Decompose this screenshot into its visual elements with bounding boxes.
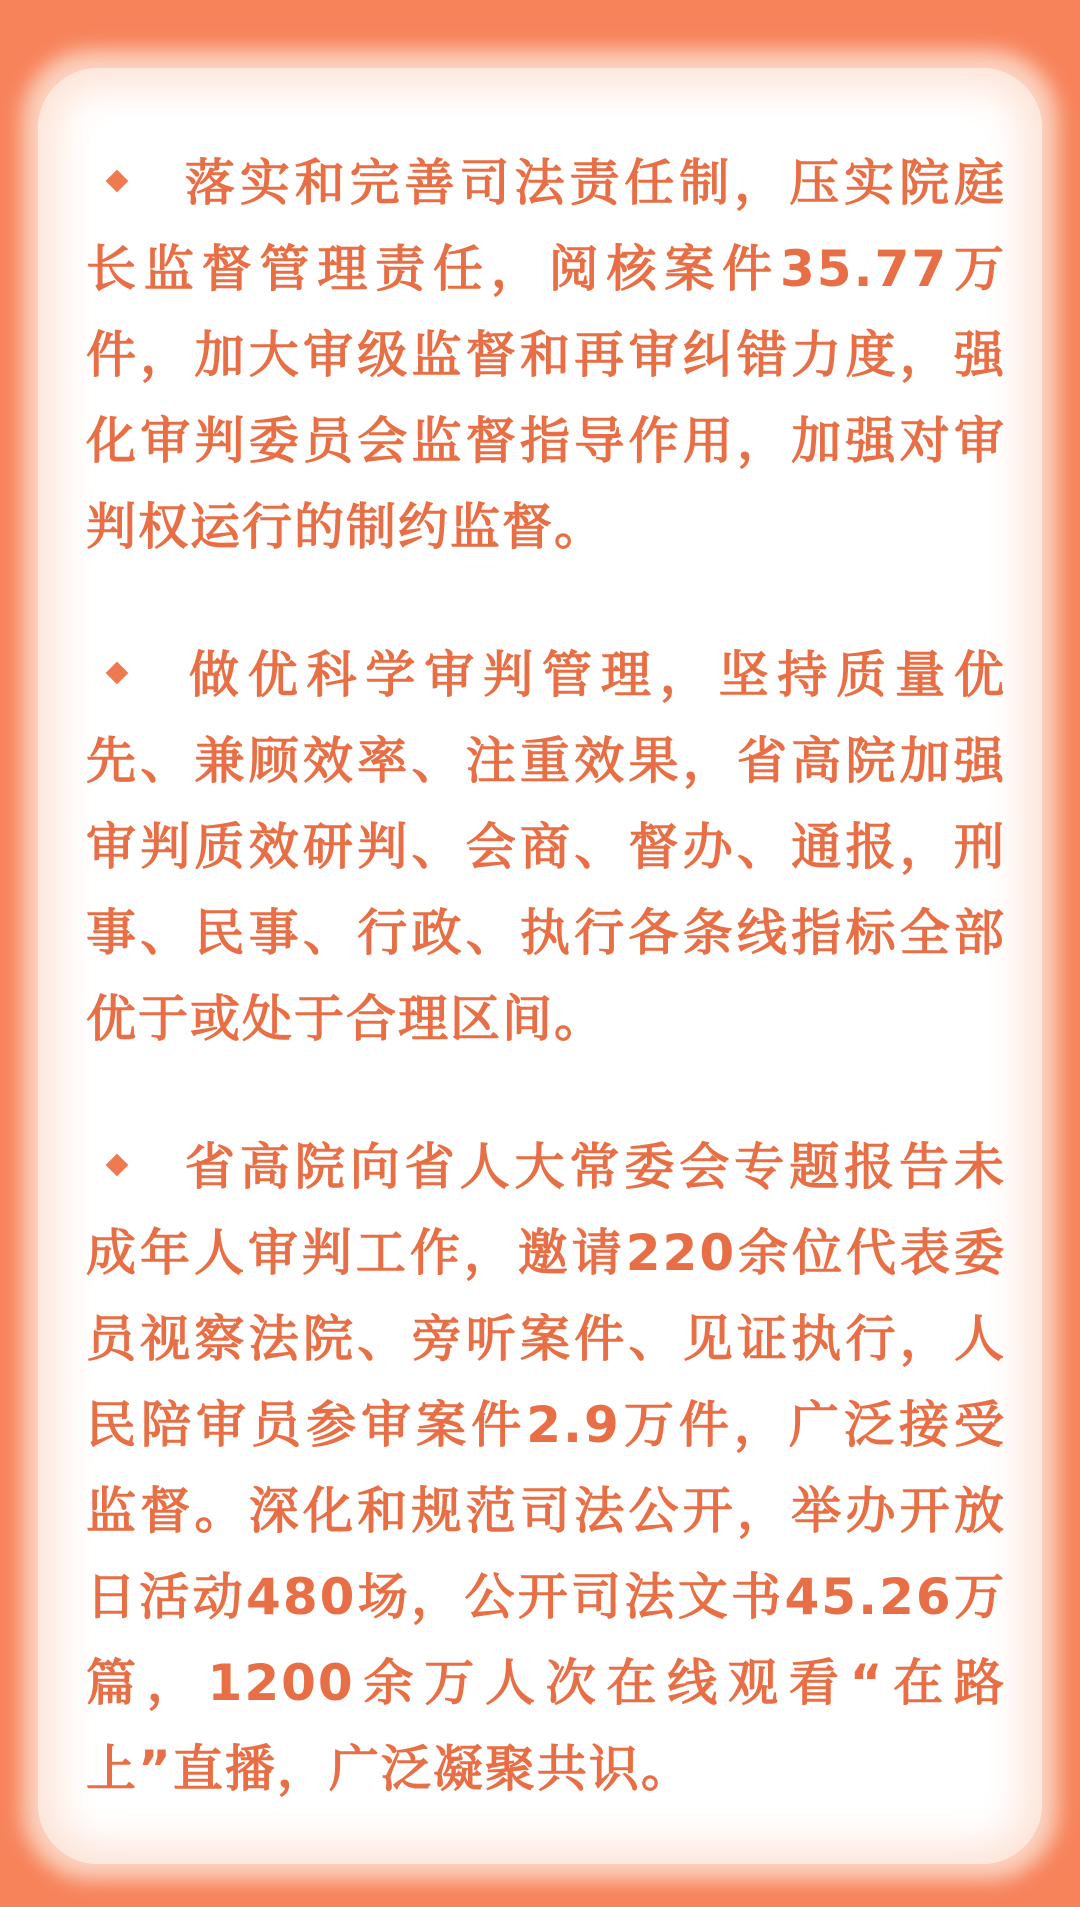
paragraph-3 bbox=[86, 1124, 1006, 1812]
paragraph-list bbox=[86, 140, 1006, 1874]
diamond-bullet-icon bbox=[106, 662, 129, 685]
paragraph-1 bbox=[86, 140, 1006, 570]
paragraph-2-text: 做优科学审判管理，坚持质量优先、兼顾效率、注重效果，省高院加强审判质效研判、会商、督办、通报，刑事、民事、行政、执行各条线指标全部优于或处于合理区间。 bbox=[86, 646, 1006, 1048]
paragraph-2 bbox=[86, 632, 1006, 1062]
diamond-bullet-icon bbox=[106, 170, 129, 193]
paragraph-1-text: 落实和完善司法责任制，压实院庭长监督管理责任，阅核案件35.77万件，加大审级监督和再审纠错力度，强化审判委员会监督指导作用，加强对审判权运行的制约监督。 bbox=[86, 154, 1006, 556]
paragraph-3-text: 省高院向省人大常委会专题报告未成年人审判工作，邀请220余位代表委员视察法院、旁听案件、见证执行，人民陪审员参审案件2.9万件，广泛接受监督。深化和规范司法公开，举办开放日活动480场，公开司法文书45.26万篇，1200余万人次在线观看“在路上”直播，广泛凝聚共识。 bbox=[86, 1138, 1006, 1798]
diamond-bullet-icon bbox=[106, 1154, 129, 1177]
